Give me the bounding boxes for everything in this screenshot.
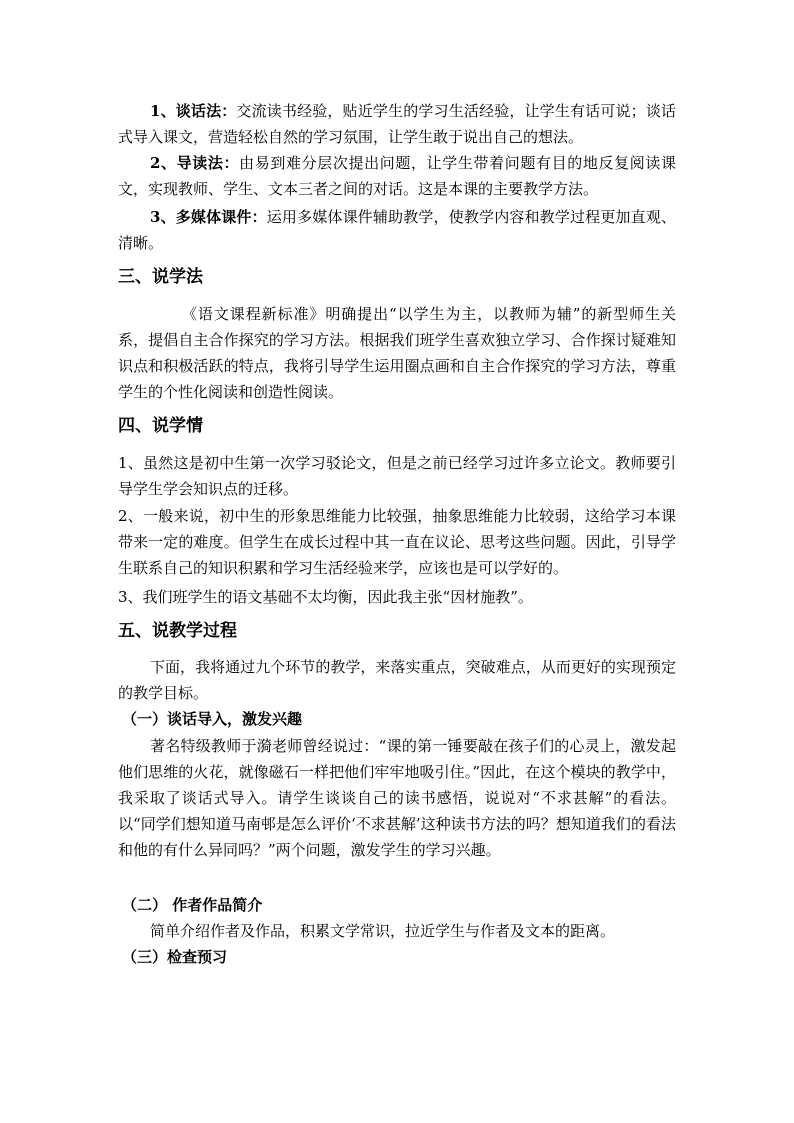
method-guided-reading-text: 由易到难分层次提出问题，让学生带着问题有目的地反复阅读课文，实现教师、学生、文本三者之间的对话。这是本课的主要教学方法。 [118, 154, 676, 198]
section-heading-teaching-process: 五、说教学过程 [118, 621, 237, 641]
step-1-heading: （一）谈话导入，激发兴趣 [122, 710, 303, 728]
method-multimedia [118, 204, 676, 256]
learning-method-paragraph: 《语文课程新标准》明确提出“以学生为主，以教师为辅”的新型师生关系，提倡自主合作探究的学习方法。根据我们班学生喜欢独立学习、合作探讨疑难知识点和积极活跃的特点，我将引导学生运用圈点画和自主合作探究的学习方法，尊重学生的个性化阅读和创造性阅读。 [118, 305, 676, 401]
method-talk-label: 1、谈话法： [150, 102, 237, 120]
method-guided-reading [118, 150, 676, 202]
step-1-paragraph: 著名特级教师于漪老师曾经说过：“课的第一锤要敲在孩子们的心灵上，激发起他们思维的火花，就像磁石一样把他们牢牢地吸引住。”因此，在这个模块的教学中，我采取了谈话式导入。请学生谈谈自己的读书感悟，说说对“不求甚解”的看法。以“同学们想知道马南邨是怎么评价‘不求甚解’这种读书方法的吗？想知道我们的看法和他的有什么异同吗？”两个问题，激发学生的学习兴趣。 [118, 737, 676, 859]
student-situation-item-3: 3、我们班学生的语文基础不太均衡，因此我主张“因材施教”。 [118, 588, 533, 606]
step-3-heading: （三）检查预习 [122, 948, 228, 966]
method-multimedia-text: 运用多媒体课件辅助教学，使教学内容和教学过程更加直观、清晰。 [118, 208, 676, 252]
teaching-process-intro: 下面，我将通过九个环节的教学，来落实重点，突破难点，从而更好的实现预定的教学目标。 [118, 658, 676, 702]
section-heading-student-situation: 四、说学情 [118, 416, 203, 436]
method-multimedia-label: 3、多媒体课件： [150, 208, 267, 226]
method-talk [118, 98, 676, 150]
student-situation-item-2: 2、一般来说，初中生的形象思维能力比较强，抽象思维能力比较弱，这给学习本课带来一定的难度。但学生在成长过程中其一直在议论、思考这些问题。因此，引导学生联系自己的知识积累和学习生活经验来学，应该也是可以学好的。 [118, 507, 676, 577]
method-talk-text: 交流读书经验，贴近学生的学习生活经验，让学生有话可说；谈话式导入课文，营造轻松自然的学习氛围，让学生敢于说出自己的想法。 [118, 102, 676, 146]
step-2-heading: （二） 作者作品简介 [122, 896, 263, 914]
method-guided-reading-label: 2、导读法： [150, 154, 240, 172]
student-situation-item-1: 1、虽然这是初中生第一次学习驳论文，但是之前已经学习过许多立论文。教师要引导学生学会知识点的迁移。 [118, 454, 676, 498]
step-2-paragraph: 简单介绍作者及作品，积累文学常识，拉近学生与作者及文本的距离。 [150, 922, 616, 940]
section-heading-learning-method: 三、说学法 [118, 267, 203, 287]
